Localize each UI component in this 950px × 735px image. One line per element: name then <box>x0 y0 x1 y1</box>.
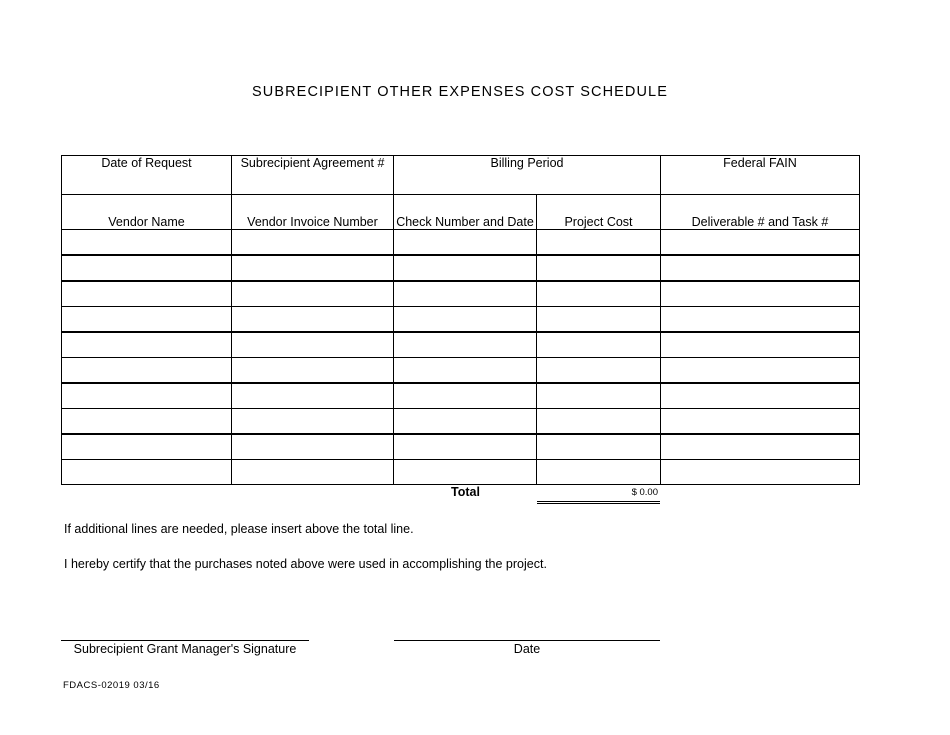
total-label: Total <box>451 485 480 499</box>
project-cost-cell[interactable] <box>537 460 661 485</box>
table-row <box>62 358 860 384</box>
date-of-request-label: Date of Request <box>101 156 192 170</box>
certification-statement: I hereby certify that the purchases noted above were used in accomplishing the project. <box>64 557 547 571</box>
billing-period-field[interactable] <box>394 156 661 195</box>
column-header-deliverable: Deliverable # and Task # <box>661 195 860 230</box>
column-header-vendor-name: Vendor Name <box>62 195 232 230</box>
check-number-cell[interactable] <box>394 255 537 281</box>
table-row <box>62 434 860 460</box>
project-cost-cell[interactable] <box>537 307 661 333</box>
additional-lines-note: If additional lines are needed, please insert above the total line. <box>64 522 414 536</box>
vendor-invoice-cell[interactable] <box>232 255 394 281</box>
project-cost-cell[interactable] <box>537 358 661 384</box>
deliverable-cell[interactable] <box>661 460 860 485</box>
project-cost-cell[interactable] <box>537 434 661 460</box>
check-number-cell[interactable] <box>394 230 537 256</box>
vendor-invoice-cell[interactable] <box>232 383 394 409</box>
project-cost-cell[interactable] <box>537 383 661 409</box>
table-row <box>62 255 860 281</box>
vendor-name-cell[interactable] <box>62 230 232 256</box>
vendor-name-cell[interactable] <box>62 460 232 485</box>
date-signature-line[interactable] <box>394 640 660 641</box>
deliverable-cell[interactable] <box>661 307 860 333</box>
form-number: FDACS-02019 03/16 <box>63 680 160 691</box>
deliverable-cell[interactable] <box>661 281 860 307</box>
table-row <box>62 332 860 358</box>
federal-fain-field[interactable] <box>661 156 860 195</box>
cost-schedule-table <box>61 155 860 485</box>
date-label: Date <box>513 642 541 656</box>
date-of-request-field[interactable] <box>62 156 232 195</box>
billing-period-label: Billing Period <box>490 156 564 170</box>
deliverable-cell[interactable] <box>661 332 860 358</box>
header-row-request-info <box>62 156 860 195</box>
check-number-cell[interactable] <box>394 281 537 307</box>
total-amount: $ 0.00 <box>631 487 658 498</box>
vendor-invoice-cell[interactable] <box>232 434 394 460</box>
page-title: SUBRECIPIENT OTHER EXPENSES COST SCHEDULE <box>251 84 668 100</box>
deliverable-cell[interactable] <box>661 434 860 460</box>
project-cost-cell[interactable] <box>537 409 661 435</box>
deliverable-cell[interactable] <box>661 383 860 409</box>
project-cost-cell[interactable] <box>537 230 661 256</box>
vendor-name-cell[interactable] <box>62 281 232 307</box>
project-cost-cell[interactable] <box>537 255 661 281</box>
deliverable-cell[interactable] <box>661 230 860 256</box>
column-header-vendor-invoice: Vendor Invoice Number <box>232 195 394 230</box>
column-header-row <box>62 195 860 230</box>
manager-signature-line[interactable] <box>61 640 309 641</box>
project-cost-cell[interactable] <box>537 281 661 307</box>
check-number-cell[interactable] <box>394 383 537 409</box>
vendor-name-cell[interactable] <box>62 255 232 281</box>
total-value <box>537 487 660 504</box>
table-row <box>62 383 860 409</box>
agreement-number-field[interactable] <box>232 156 394 195</box>
table-row <box>62 307 860 333</box>
vendor-name-cell[interactable] <box>62 434 232 460</box>
table-row <box>62 409 860 435</box>
vendor-name-cell[interactable] <box>62 358 232 384</box>
deliverable-cell[interactable] <box>661 358 860 384</box>
vendor-invoice-cell[interactable] <box>232 230 394 256</box>
vendor-name-cell[interactable] <box>62 409 232 435</box>
federal-fain-label: Federal FAIN <box>723 156 797 170</box>
column-header-project-cost: Project Cost <box>537 195 661 230</box>
check-number-cell[interactable] <box>394 358 537 384</box>
vendor-invoice-cell[interactable] <box>232 358 394 384</box>
vendor-invoice-cell[interactable] <box>232 281 394 307</box>
agreement-number-label: Subrecipient Agreement # <box>240 156 385 170</box>
project-cost-cell[interactable] <box>537 332 661 358</box>
table-row <box>62 460 860 485</box>
check-number-cell[interactable] <box>394 409 537 435</box>
vendor-invoice-cell[interactable] <box>232 460 394 485</box>
vendor-invoice-cell[interactable] <box>232 409 394 435</box>
check-number-cell[interactable] <box>394 434 537 460</box>
check-number-cell[interactable] <box>394 460 537 485</box>
deliverable-cell[interactable] <box>661 255 860 281</box>
deliverable-cell[interactable] <box>661 409 860 435</box>
manager-signature-label: Subrecipient Grant Manager's Signature <box>73 642 297 656</box>
vendor-name-cell[interactable] <box>62 307 232 333</box>
vendor-invoice-cell[interactable] <box>232 332 394 358</box>
table-row <box>62 281 860 307</box>
check-number-cell[interactable] <box>394 332 537 358</box>
vendor-name-cell[interactable] <box>62 332 232 358</box>
column-header-check-number: Check Number and Date <box>394 195 537 230</box>
vendor-invoice-cell[interactable] <box>232 307 394 333</box>
table-row <box>62 230 860 256</box>
check-number-cell[interactable] <box>394 307 537 333</box>
vendor-name-cell[interactable] <box>62 383 232 409</box>
